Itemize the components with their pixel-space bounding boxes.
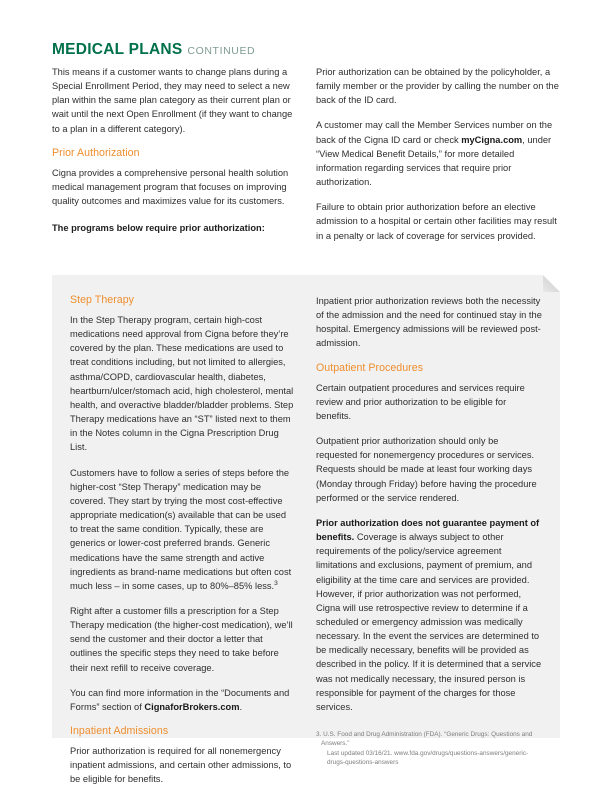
outpatient-paragraph-2: Outpatient prior authorization should only be requested for nonemergency procedures or services. Requests should be made at least four working days (Monday through Friday) before having the procedure performed or the service rendered. <box>316 436 537 503</box>
prior-authorization-heading: Prior Authorization <box>52 146 140 159</box>
prior-auth-contact-paragraph: Prior authorization can be obtained by the policyholder, a family member or the provider by calling the number on the back of the ID card. <box>316 67 559 106</box>
page-title-main: MEDICAL PLANS <box>52 41 183 58</box>
inpatient-admissions-heading: Inpatient Admissions <box>70 725 169 738</box>
prior-authorization-paragraph: Cigna provides a comprehensive personal health solution medical management program that focuses on improving quality outcomes and maximizes value for its customers. <box>52 167 289 207</box>
left-column <box>52 65 296 243</box>
outpatient-procedures-heading: Outpatient Procedures <box>316 361 424 374</box>
top-columns <box>52 65 560 243</box>
mycigna-link-text: myCigna.com <box>461 134 523 145</box>
footnote-line-1: 3. U.S. Food and Drug Administration (FDA). “Generic Drugs: Questions and Answers.” <box>316 731 533 748</box>
payment-guarantee-rest: Coverage is always subject to other requirements of the policy/service agreement limitations and exclusions, payment of premium, and eligibility at the time care and services are provided. However, if prior authorization was not performed, Cigna will use retrospective review to determine if a scheduled or emergency admission was medically necessary. In the event the services are determined to be medically necessary, benefits will be provided as described in the policy. If it is determined that a service was not medically necessary, the insured person is responsible for payment of the charges for those services. <box>316 532 542 712</box>
footnote-line-2: Last updated 03/16/21. www.fda.gov/drugs/questions-answers/generic-drugs-questions-answers <box>327 749 529 766</box>
inpatient-review-paragraph: Inpatient prior authorization reviews both the necessity of the admission and the need for continued stay in the hospital. Emergency admissions will be reviewed post-admission. <box>316 296 542 349</box>
panel-columns <box>70 294 542 787</box>
member-services-paragraph <box>316 118 560 189</box>
page-title <box>52 41 255 59</box>
member-services-text-1: A customer may call the Member Services number on the back of the Cigna ID card or check <box>316 120 553 145</box>
panel-left-column <box>70 294 296 787</box>
programs-callout-panel <box>52 275 560 785</box>
page-title-continued: CONTINUED <box>187 45 256 57</box>
step-therapy-paragraph-2 <box>70 466 296 593</box>
inpatient-admissions-paragraph: Prior authorization is required for all nonemergency inpatient admissions, and certain other admissions, to be eligible for benefits. <box>70 746 292 785</box>
footnote-marker-3: 3 <box>274 579 278 587</box>
payment-guarantee-paragraph <box>316 516 542 714</box>
panel-right-column <box>316 294 542 787</box>
member-services-text-2: , under “View Medical Benefit Details,” for more detailed information regarding services that require prior authorization. <box>316 134 552 188</box>
intro-paragraph: This means if a customer wants to change plans during a Special Enrollment Period, they may need to select a new plan within the same plan category as their current plan or wait until the next Open Enrollment (if they want to change to a plan in a different category). <box>52 67 293 134</box>
programs-lead-in: The programs below require prior authorization: <box>52 223 265 234</box>
failure-to-obtain-paragraph: Failure to obtain prior authorization before an elective admission to a hospital or certain other facilities may result in a penalty or lack of coverage for services provided. <box>316 202 557 241</box>
cignaforbrokers-link-text: CignaforBrokers.com <box>144 701 240 712</box>
payment-guarantee-lead: Prior authorization does not guarantee payment of benefits. <box>316 517 540 543</box>
footnote-block <box>316 730 542 767</box>
documents-and-forms-paragraph <box>70 686 296 714</box>
step-therapy-heading: Step Therapy <box>70 294 135 306</box>
outpatient-paragraph-1: Certain outpatient procedures and services require review and prior authorization to be eligible for benefits. <box>316 382 525 421</box>
documents-forms-text-1: You can find more information in the “Documents and Forms” section of <box>70 687 290 712</box>
documents-forms-text-2: . <box>239 701 243 712</box>
right-column <box>316 65 560 243</box>
step-therapy-paragraph-2-text: Customers have to follow a series of steps before the higher-cost “Step Therapy” medication may be covered. They start by trying the most cost-effective appropriate medication(s) available that can be used to treat the same condition. Typically, these are generics or lower-cost preferred brands. Generic medications have the same strength and active ingredients as brand-name medications but often cost much less – in some cases, up to 80%–85% less. <box>70 467 292 591</box>
step-therapy-paragraph-1: In the Step Therapy program, certain high-cost medications need approval from Cigna before they’re covered by the plan. These medications are used to treat conditions including, but not limited to allergies, asthma/COPD, cardiovascular health, diabetes, heartburn/ulcer/stomach acid, high cholesterol, mental health, and overactive bladder/bladder problems. Step Therapy medications have an “ST” listed next to them in the Notes column in the Cigna Prescription Drug List. <box>70 315 294 453</box>
step-therapy-paragraph-3: Right after a customer fills a prescription for a Step Therapy medication (the higher-cost medication), we’ll send the customer and their doctor a letter that outlines the specific steps they need to take before their next refill to receive coverage. <box>70 605 293 673</box>
